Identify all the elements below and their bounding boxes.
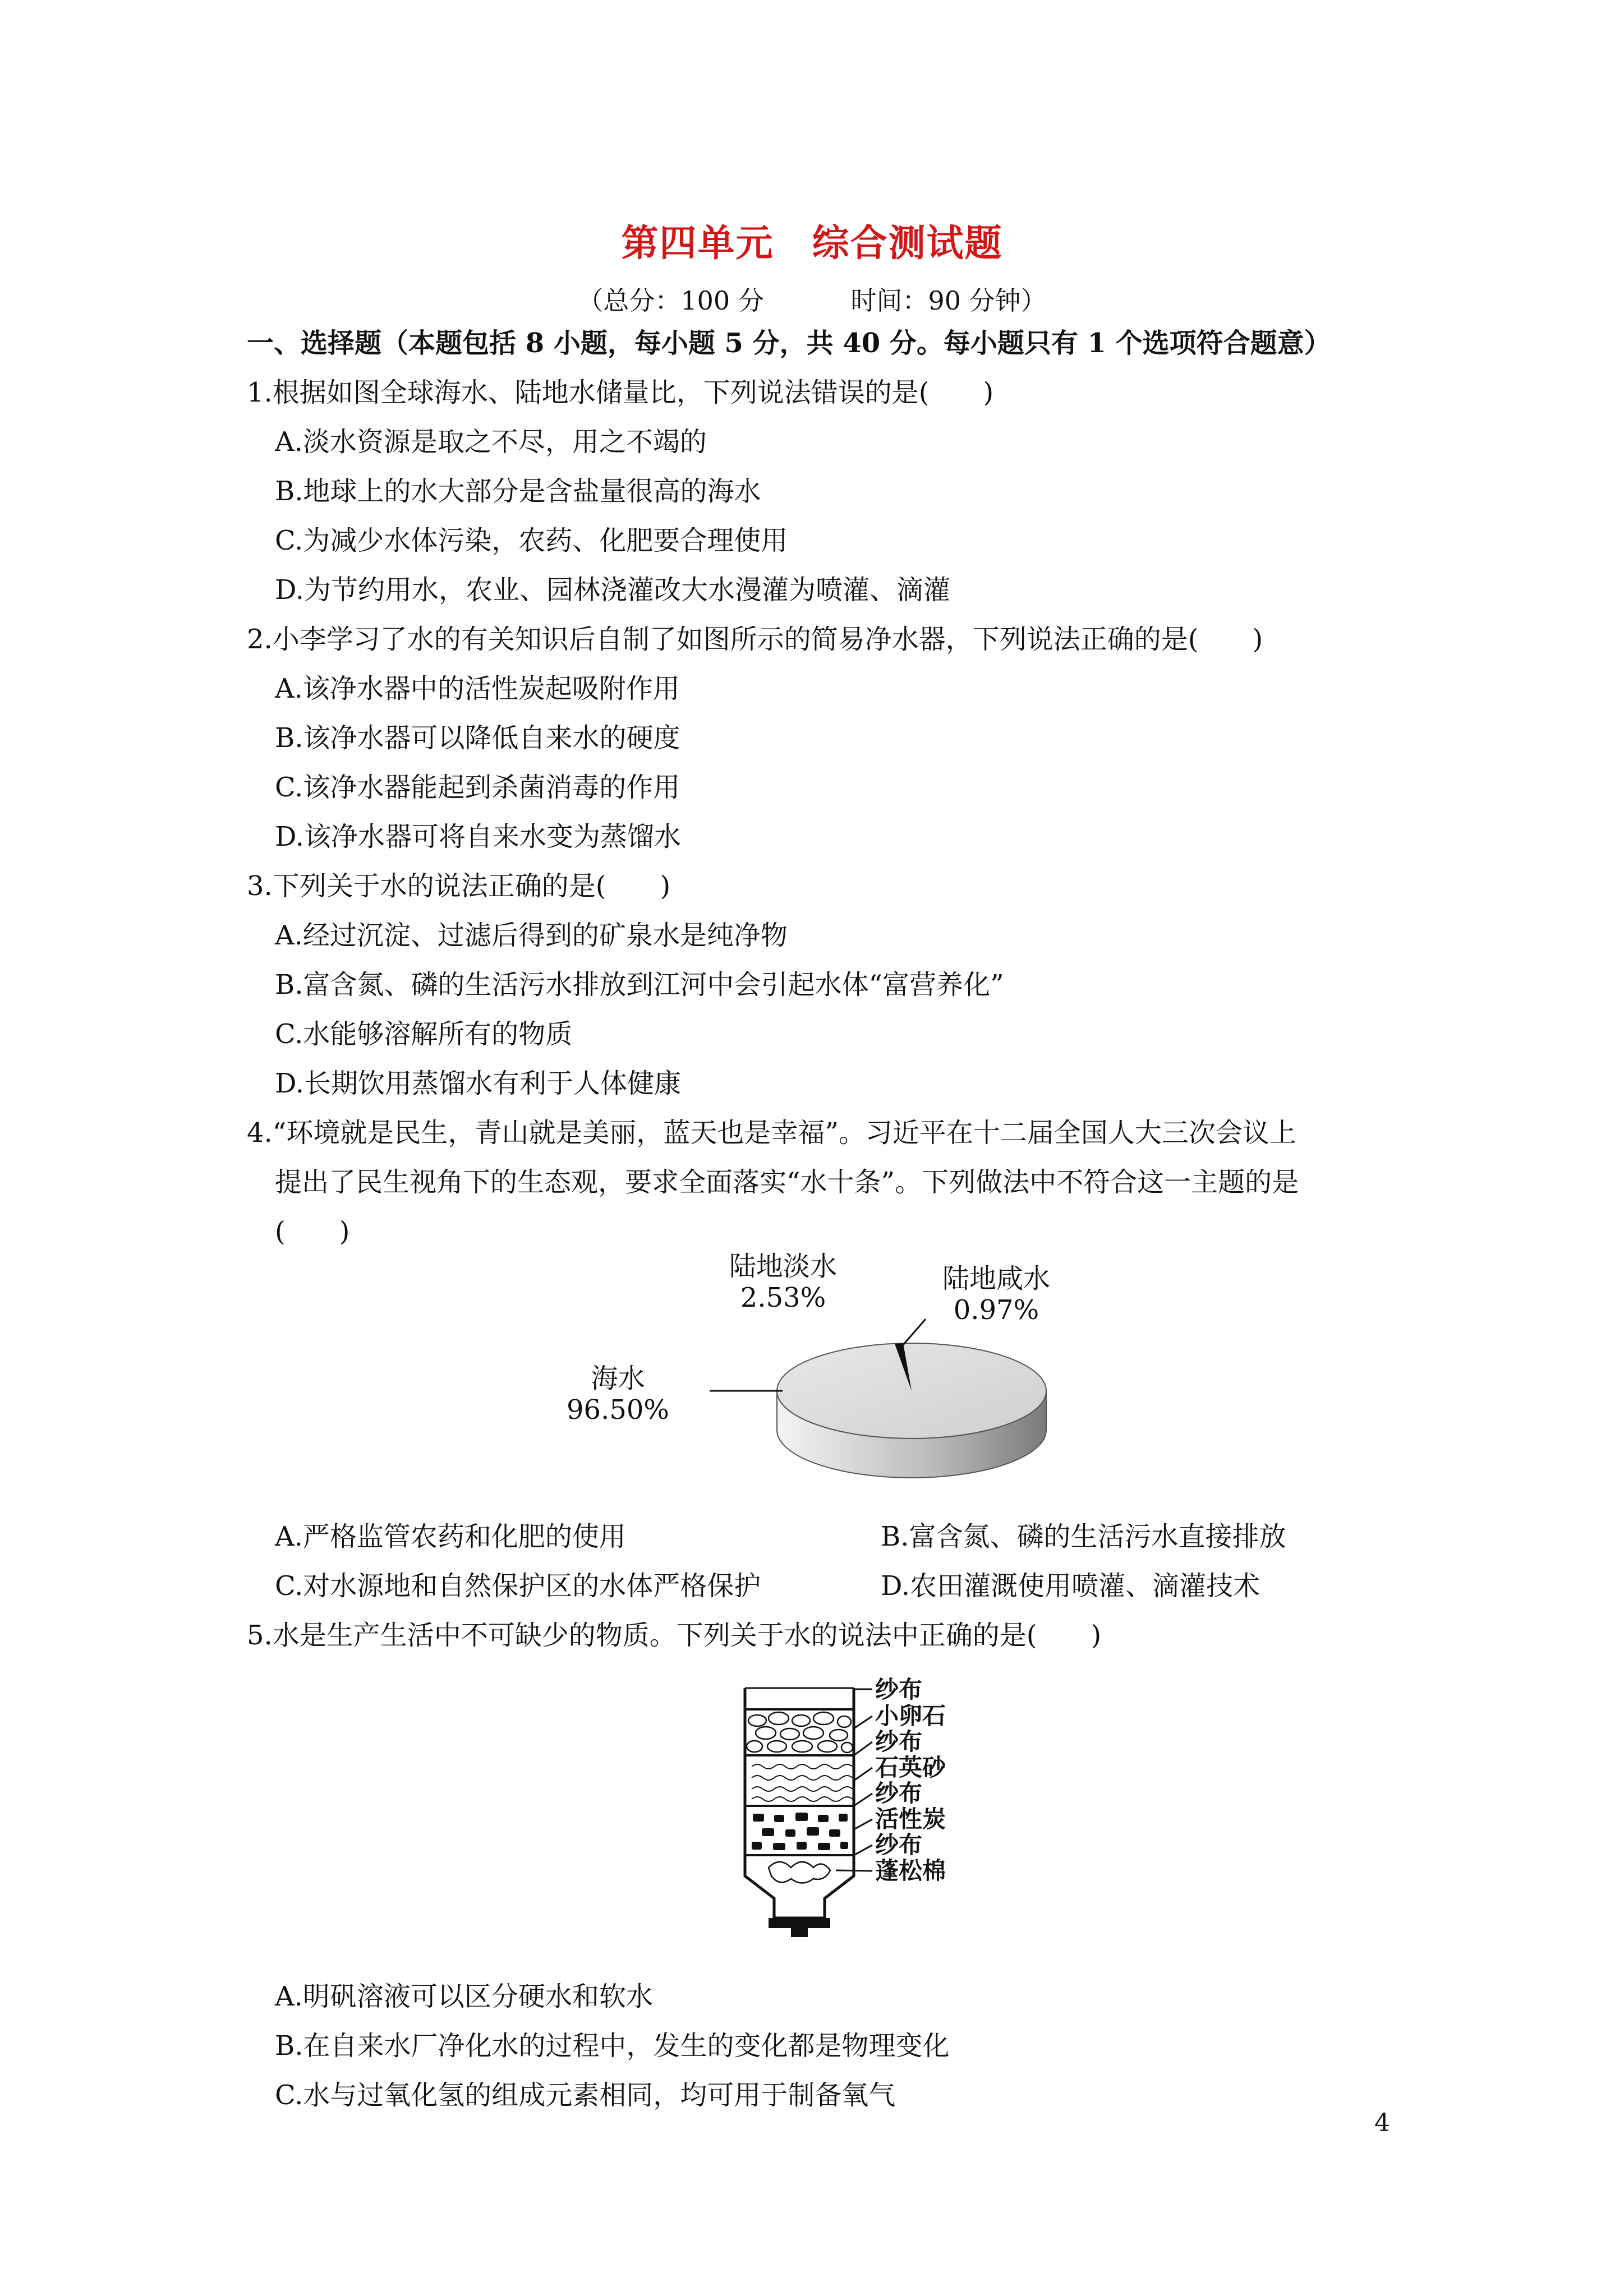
q4-option-c: C.对水源地和自然保护区的水体严格保护 [275, 1570, 761, 1602]
q3-option-c: C.水能够溶解所有的物质 [275, 1018, 573, 1050]
question-4-cont: 提出了民生视角下的生态观，要求全面落实“水十条”。下列做法中不符合这一主题的是 [275, 1167, 1299, 1198]
exam-time: 时间：90 分钟） [850, 285, 1047, 316]
water-filter-diagram [735, 1677, 1049, 1940]
label-land-fresh: 陆地淡水 2.53% [729, 1251, 838, 1313]
q2-option-c: C.该净水器能起到杀菌消毒的作用 [275, 772, 680, 803]
filter-label-gauze-1: 纱布 [875, 1676, 923, 1703]
page-title: 第四单元 综合测试题 [621, 221, 1003, 265]
filter-label-quartz-sand: 石英砂 [875, 1754, 946, 1781]
filter-label-activated-carbon: 活性炭 [875, 1805, 946, 1833]
question-2: 2.小李学习了水的有关知识后自制了如图所示的简易净水器，下列说法正确的是( ) [247, 624, 1263, 655]
question-4-bracket: ( ) [275, 1216, 350, 1247]
page-number: 4 [1374, 2109, 1390, 2137]
q5-option-a: A.明矾溶液可以区分硬水和软水 [275, 1981, 653, 2012]
filter-label-gauze-4: 纱布 [875, 1831, 923, 1859]
filter-label-pebbles: 小卵石 [875, 1702, 946, 1730]
q4-option-b: B.富含氮、磷的生活污水直接排放 [881, 1521, 1286, 1552]
q2-option-b: B.该净水器可以降低自来水的硬度 [275, 722, 680, 754]
q4-option-d: D.农田灌溉使用喷灌、滴灌技术 [881, 1570, 1260, 1602]
q1-option-b: B.地球上的水大部分是含盐量很高的海水 [275, 476, 761, 507]
total-score: （总分：100 分 [577, 285, 764, 316]
q5-option-c: C.水与过氧化氢的组成元素相同，均可用于制备氧气 [275, 2080, 896, 2111]
water-pie-chart [567, 1251, 1150, 1514]
question-1: 1.根据如图全球海水、陆地水储量比，下列说法错误的是( ) [247, 377, 994, 408]
q5-option-b: B.在自来水厂净化水的过程中，发生的变化都是物理变化 [275, 2030, 950, 2062]
q4-option-a: A.严格监管农药和化肥的使用 [275, 1521, 626, 1552]
q3-option-d: D.长期饮用蒸馏水有利于人体健康 [275, 1068, 682, 1099]
q2-option-a: A.该净水器中的活性炭起吸附作用 [275, 673, 680, 704]
question-3: 3.下列关于水的说法正确的是( ) [247, 870, 671, 902]
section-heading: 一、选择题（本题包括 8 小题，每小题 5 分，共 40 分。每小题只有 1 个选项符合题意） [247, 328, 1331, 359]
pie-graphic [589, 1251, 1150, 1514]
q2-option-d: D.该净水器可将自来水变为蒸馏水 [275, 821, 682, 852]
exam-info [0, 280, 1624, 317]
filter-label-cotton: 蓬松棉 [875, 1857, 946, 1884]
filter-label-gauze-2: 纱布 [875, 1728, 923, 1755]
label-land-salt: 陆地咸水 0.97% [942, 1263, 1051, 1326]
q3-option-b: B.富含氮、磷的生活污水排放到江河中会引起水体“富营养化” [275, 969, 1004, 1001]
q3-option-a: A.经过沉淀、过滤后得到的矿泉水是纯净物 [275, 920, 788, 951]
question-4: 4.“环境就是民生，青山就是美丽，蓝天也是幸福”。习近平在十二届全国人大三次会议上 [247, 1117, 1296, 1149]
q1-option-d: D.为节约用水，农业、园林浇灌改大水漫灌为喷灌、滴灌 [275, 574, 951, 606]
q1-option-a: A.淡水资源是取之不尽，用之不竭的 [275, 426, 707, 458]
filter-label-gauze-3: 纱布 [875, 1779, 923, 1807]
question-5: 5.水是生产生活中不可缺少的物质。下列关于水的说法中正确的是( ) [247, 1620, 1102, 1651]
label-sea-water: 海水 96.50% [567, 1363, 670, 1426]
leader-land-salt [903, 1319, 926, 1345]
q1-option-c: C.为减少水体污染，农药、化肥要合理使用 [275, 525, 788, 556]
